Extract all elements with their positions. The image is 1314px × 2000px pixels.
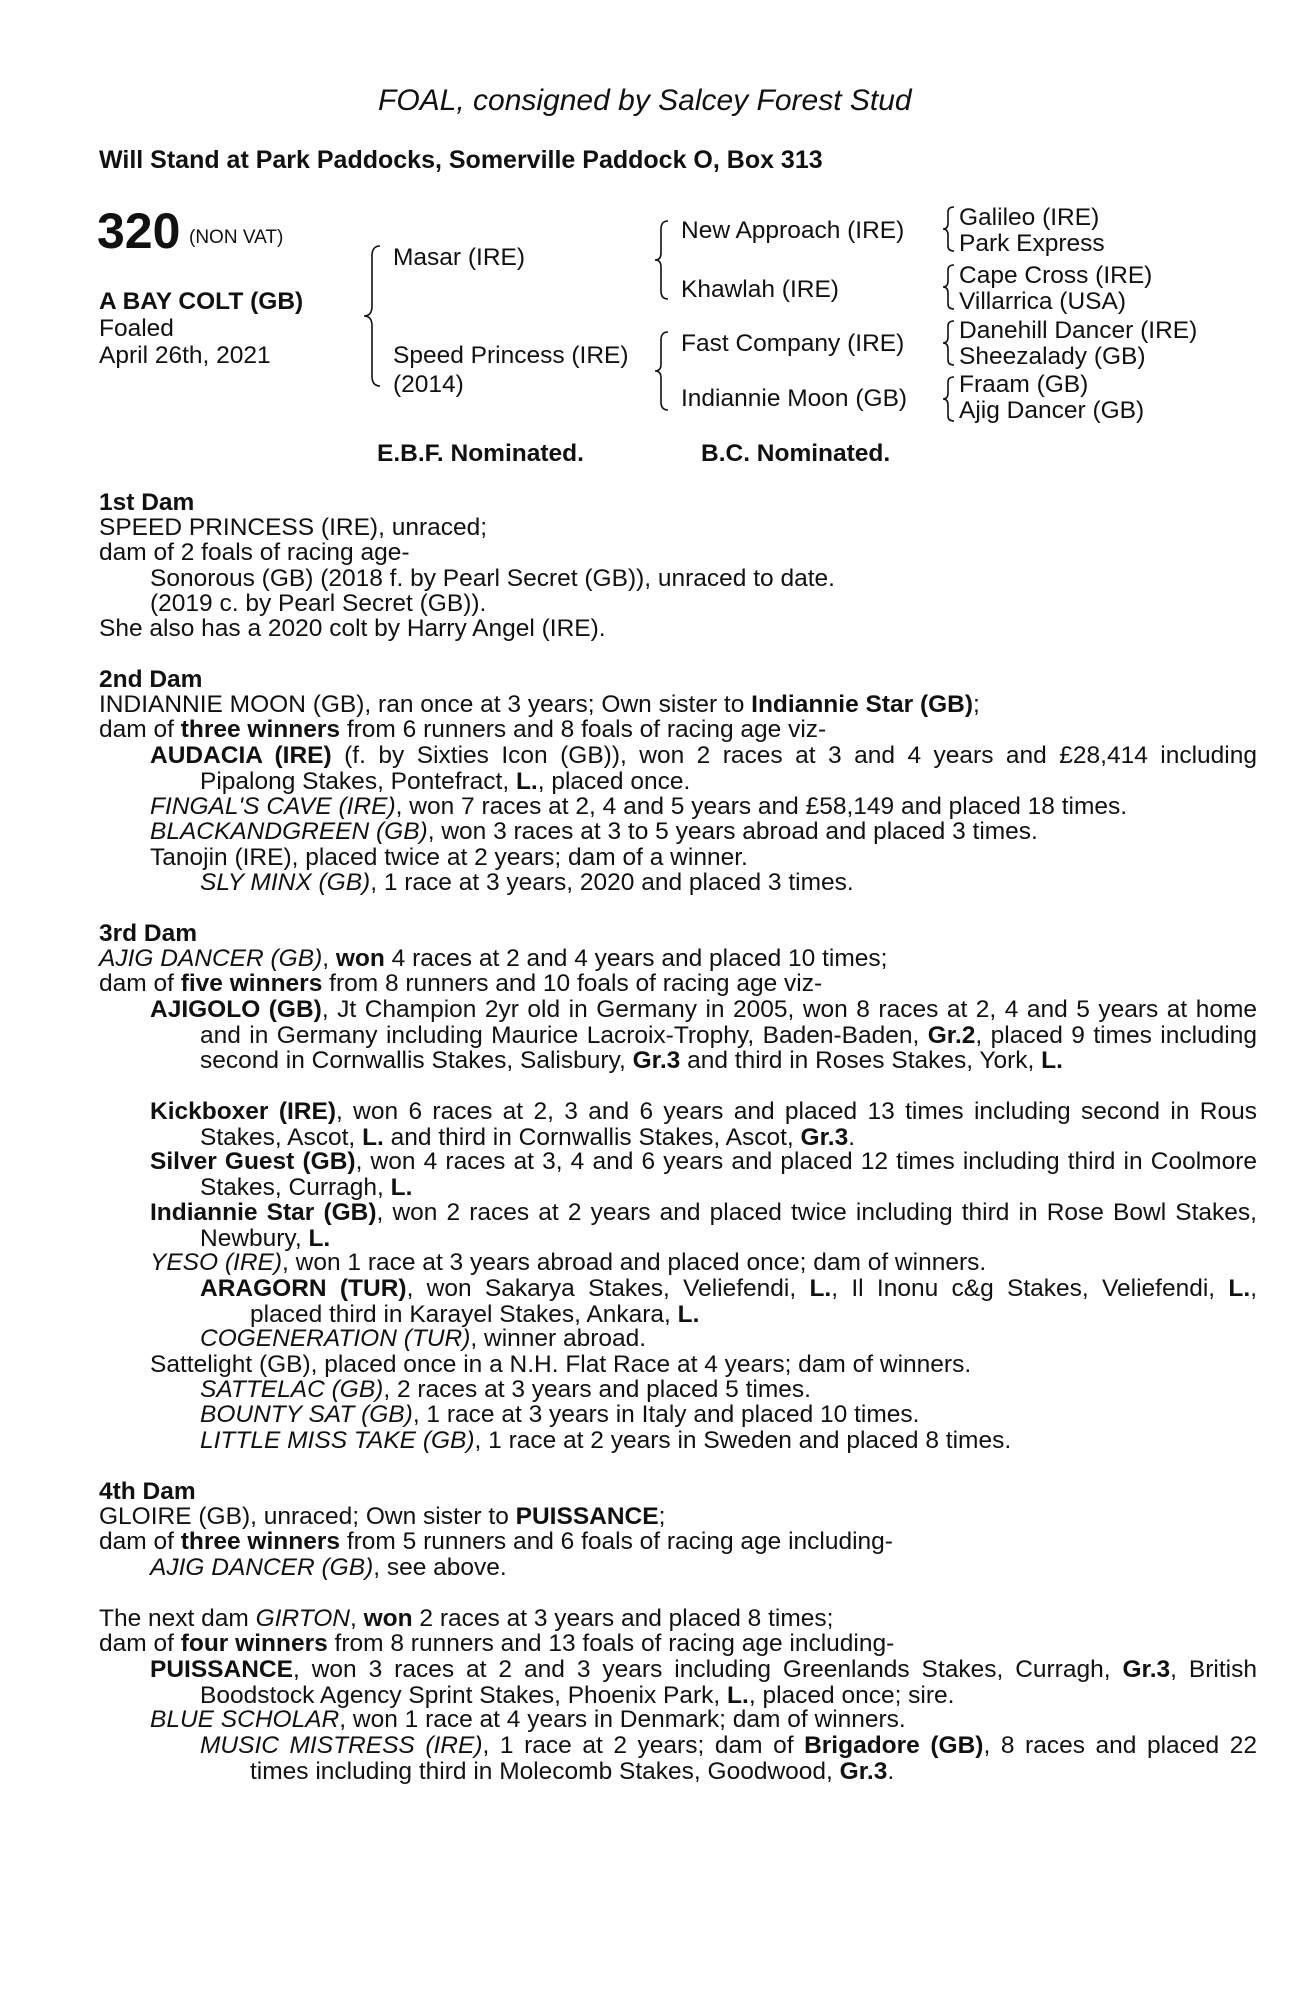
progeny-entry: AJIGOLO (GB), Jt Champion 2yr old in Germany in 2005, won 8 races at 2, 4 and 5 years at home and in Germany including Maurice Lacroix-Trophy, Baden-Baden, Gr.2, placed 9 times including second in Cornwallis Stakes, Salisbury, Gr.3 and third in Roses Stakes, York, L. — [150, 996, 1257, 1074]
sire: Masar (IRE) — [393, 244, 526, 271]
dam4-line: GLOIRE (GB), unraced; Own sister to PUISSANCE; — [99, 1503, 666, 1530]
dam: Speed Princess (IRE) — [393, 342, 629, 369]
progeny-entry: Silver Guest (GB), won 4 races at 3, 4 and 6 years and placed 12 times including third in Coolmore Stakes, Curragh, L. — [150, 1148, 1257, 1201]
dam2-line: dam of three winners from 6 runners and 8 foals of racing age viz- — [99, 716, 827, 743]
dam1-line: She also has a 2020 colt by Harry Angel (IRE). — [99, 615, 606, 642]
nextdam-line: dam of four winners from 8 runners and 13 foals of racing age including- — [99, 1630, 895, 1657]
dam-year: (2014) — [393, 371, 464, 398]
dd-sire: Fraam (GB) — [959, 371, 1089, 398]
nextdam-line: The next dam GIRTON, won 2 races at 3 years and placed 8 times; — [99, 1605, 834, 1632]
dam4-heading: 4th Dam — [99, 1478, 196, 1505]
progeny-entry: BLACKANDGREEN (GB), won 3 races at 3 to 5 years abroad and placed 3 times. — [150, 818, 1038, 845]
consignor-line: FOAL, consigned by Salcey Forest Stud — [378, 84, 912, 117]
progeny-entry: AUDACIA (IRE) (f. by Sixties Icon (GB)), won 2 races at 3 and 4 years and £28,414 including Pipalong Stakes, Pontefract, L., placed once. — [150, 742, 1257, 795]
sd-dam: Villarrica (USA) — [959, 288, 1126, 315]
progeny-entry: LITTLE MISS TAKE (GB), 1 race at 2 years in Sweden and placed 8 times. — [200, 1427, 1012, 1454]
sire-dam: Khawlah (IRE) — [681, 276, 839, 303]
progeny-entry: MUSIC MISTRESS (IRE), 1 race at 2 years; dam of Brigadore (GB), 8 races and placed 22 times including third in Molecomb Stakes, Goodwood, Gr.3. — [200, 1732, 1258, 1785]
dd-dam: Ajig Dancer (GB) — [959, 397, 1145, 424]
stand-line: Will Stand at Park Paddocks, Somerville Paddock O, Box 313 — [99, 146, 823, 174]
dam3-heading: 3rd Dam — [99, 920, 198, 947]
progeny-entry: ARAGORN (TUR), won Sakarya Stakes, Veliefendi, L., Il Inonu c&g Stakes, Veliefendi, L., placed third in Karayel Stakes, Ankara, L. — [200, 1275, 1257, 1328]
dam2-line: INDIANNIE MOON (GB), ran once at 3 years; Own sister to Indiannie Star (GB); — [99, 691, 980, 718]
ds-sire: Danehill Dancer (IRE) — [959, 317, 1198, 344]
dam3-line: AJIG DANCER (GB), won 4 races at 2 and 4 years and placed 10 times; — [99, 945, 888, 972]
dam-dam: Indiannie Moon (GB) — [681, 385, 908, 412]
progeny-entry: Kickboxer (IRE), won 6 races at 2, 3 and 6 years and placed 13 times including second in Rous Stakes, Ascot, L. and third in Cornwallis Stakes, Ascot, Gr.3. — [150, 1098, 1257, 1151]
foaled-date: April 26th, 2021 — [99, 342, 271, 369]
sd-sire: Cape Cross (IRE) — [959, 262, 1153, 289]
bc-nominated: B.C. Nominated. — [701, 440, 891, 467]
progeny-entry: BOUNTY SAT (GB), 1 race at 3 years in Italy and placed 10 times. — [200, 1401, 920, 1428]
ds-dam: Sheezalady (GB) — [959, 343, 1146, 370]
progeny-entry: SLY MINX (GB), 1 race at 3 years, 2020 and placed 3 times. — [200, 869, 854, 896]
progeny-entry: Indiannie Star (GB), won 2 races at 2 years and placed twice including third in Rose Bowl Stakes, Newbury, L. — [150, 1199, 1257, 1252]
dam1-line: Sonorous (GB) (2018 f. by Pearl Secret (GB)), unraced to date. — [150, 565, 835, 592]
progeny-entry: SATTELAC (GB), 2 races at 3 years and placed 5 times. — [200, 1376, 811, 1403]
ss-dam: Park Express — [959, 230, 1105, 257]
lot-number: 320 — [97, 203, 181, 259]
progeny-entry: FINGAL'S CAVE (IRE), won 7 races at 2, 4 and 5 years and £58,149 and placed 18 times. — [150, 793, 1128, 820]
progeny-entry: COGENERATION (TUR), winner abroad. — [200, 1325, 647, 1352]
sire-sire: New Approach (IRE) — [681, 217, 905, 244]
progeny-entry: YESO (IRE), won 1 race at 3 years abroad and placed once; dam of winners. — [150, 1249, 987, 1276]
progeny-entry: PUISSANCE, won 3 races at 2 and 3 years including Greenlands Stakes, Curragh, Gr.3, British Boodstock Agency Sprint Stakes, Phoenix Park, L., placed once; sire. — [150, 1656, 1257, 1709]
progeny-entry: AJIG DANCER (GB), see above. — [150, 1554, 507, 1581]
progeny-entry: Tanojin (IRE), placed twice at 2 years; dam of a winner. — [150, 844, 748, 871]
dam1-line: dam of 2 foals of racing age- — [99, 539, 410, 566]
dam2-heading: 2nd Dam — [99, 666, 203, 693]
pedigree-braces — [0, 0, 1314, 440]
dam4-line: dam of three winners from 5 runners and 6 foals of racing age including- — [99, 1528, 893, 1555]
ss-sire: Galileo (IRE) — [959, 204, 1100, 231]
ebf-nominated: E.B.F. Nominated. — [377, 440, 584, 467]
horse-name: A BAY COLT (GB) — [99, 288, 304, 315]
progeny-entry: Sattelight (GB), placed once in a N.H. Flat Race at 4 years; dam of winners. — [150, 1351, 972, 1378]
dam3-line: dam of five winners from 8 runners and 10 foals of racing age viz- — [99, 970, 823, 997]
dam-sire: Fast Company (IRE) — [681, 330, 905, 357]
dam1-line: (2019 c. by Pearl Secret (GB)). — [150, 590, 487, 617]
progeny-entry: BLUE SCHOLAR, won 1 race at 4 years in Denmark; dam of winners. — [150, 1706, 906, 1733]
vat-status: (NON VAT) — [189, 227, 284, 248]
foaled-label: Foaled — [99, 315, 174, 342]
dam1-heading: 1st Dam — [99, 489, 195, 516]
dam1-line: SPEED PRINCESS (IRE), unraced; — [99, 514, 488, 541]
